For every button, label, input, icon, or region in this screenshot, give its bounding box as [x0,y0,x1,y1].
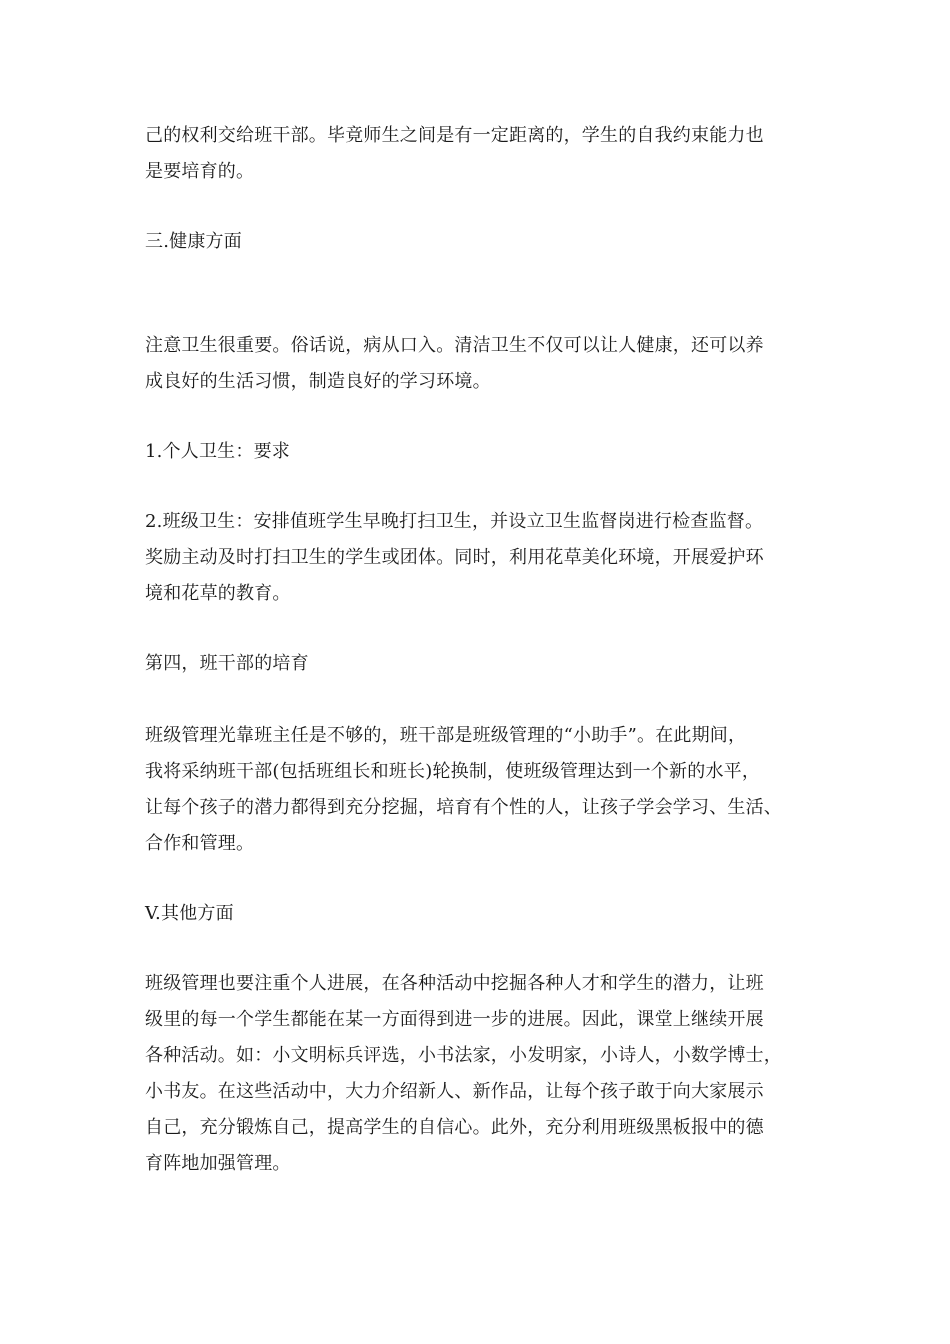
text-line: 1.个人卫生：要求 [145,441,290,462]
text-line: 己的权利交给班干部。毕竟师生之间是有一定距离的，学生的自我约束能力也 [145,125,764,146]
text-line: 境和花草的教育。 [145,583,291,604]
paragraph-student-self-discipline [145,118,810,190]
text-line: 班级管理也要注重个人进展，在各种活动中挖掘各种人才和学生的潜力，让班 [145,973,764,994]
list-item-personal-hygiene [145,434,810,470]
paragraph-other-aspects [145,966,810,1182]
text-line: 小书友。在这些活动中，大力介绍新人、新作品，让每个孩子敢于向大家展示 [145,1081,764,1102]
heading-text: 第四，班干部的培育 [145,653,309,674]
text-line: 2.班级卫生：安排值班学生早晚打扫卫生，并设立卫生监督岗进行检查监督。 [145,511,764,532]
text-line: 成良好的生活习惯，制造良好的学习环境。 [145,371,491,392]
text-line: 育阵地加强管理。 [145,1153,291,1174]
section-heading-class-cadres [145,646,810,682]
text-line: 奖励主动及时打扫卫生的学生或团体。同时，利用花草美化环境，开展爱护环 [145,547,764,568]
text-line: 让每个孩子的潜力都得到充分挖掘，培育有个性的人，让孩子学会学习、生活、 [145,797,782,818]
section-heading-other-aspects [145,896,810,932]
text-line: 注意卫生很重要。俗话说，病从口入。清洁卫生不仅可以让人健康，还可以养 [145,335,764,356]
text-line: 我将采纳班干部(包括班组长和班长)轮换制，使班级管理达到一个新的水平， [145,761,761,782]
section-heading-health [145,224,810,260]
heading-text: V.其他方面 [145,903,234,924]
text-line: 是要培育的。 [145,161,255,182]
paragraph-hygiene-importance [145,328,810,400]
text-line: 合作和管理。 [145,833,255,854]
text-line: 级里的每一个学生都能在某一方面得到进一步的进展。因此，课堂上继续开展 [145,1009,764,1030]
list-item-class-hygiene [145,504,810,612]
text-line: 各种活动。如：小文明标兵评选，小书法家，小发明家，小诗人，小数学博士， [145,1045,782,1066]
paragraph-class-cadres [145,718,810,862]
text-line: 班级管理光靠班主任是不够的，班干部是班级管理的“小助手”。在此期间， [145,725,747,746]
text-line: 自己，充分锻炼自己，提高学生的自信心。此外，充分利用班级黑板报中的德 [145,1117,764,1138]
heading-text: 三.健康方面 [145,231,242,252]
